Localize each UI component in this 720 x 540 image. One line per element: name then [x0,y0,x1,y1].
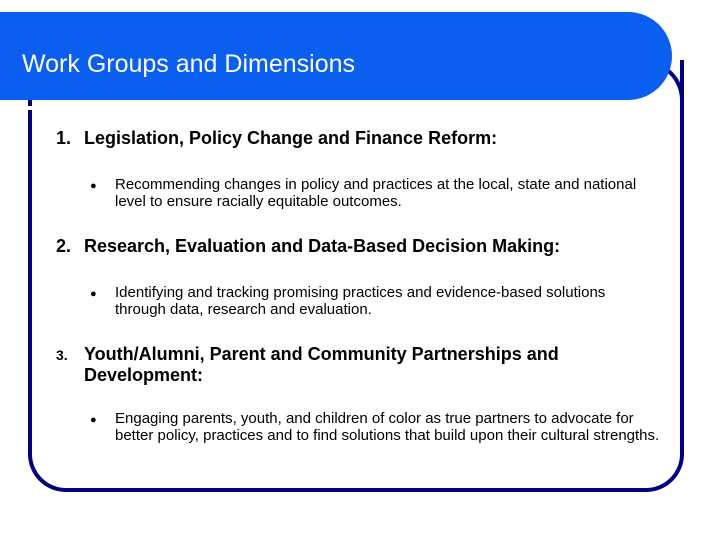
title-bar [0,12,672,100]
group-3-number: 3. [56,347,68,363]
bullet-icon: ● [90,288,97,300]
group-3-title-line1: Youth/Alumni, Parent and Community Partnerships and [84,344,559,364]
slide-title: Work Groups and Dimensions [22,50,356,78]
group-3-heading [56,344,656,385]
bullet-icon: ● [90,414,97,426]
title-underline [0,106,636,110]
group-3-bullet-text: Engaging parents, youth, and children of color as true partners to advocate for better policy, practices and to find solutions that build upon their cultural strengths. [115,410,660,444]
group-1-heading [56,128,497,148]
group-2-title: Research, Evaluation and Data-Based Decision Making: [84,236,561,256]
group-2-number: 2. [56,236,72,256]
group-2-heading [56,236,560,256]
bullet-icon: ● [90,180,97,192]
group-1-number: 1. [56,128,72,148]
group-1-bullet-text: Recommending changes in policy and practices at the local, state and national level to ensure racially equitable outcomes. [115,176,637,210]
group-2-bullet-text: Identifying and tracking promising practices and evidence-based solutions through data, research and evaluation. [115,284,606,318]
group-3-title-line2: Development: [84,365,204,385]
group-1-title: Legislation, Policy Change and Finance Reform: [84,128,498,148]
